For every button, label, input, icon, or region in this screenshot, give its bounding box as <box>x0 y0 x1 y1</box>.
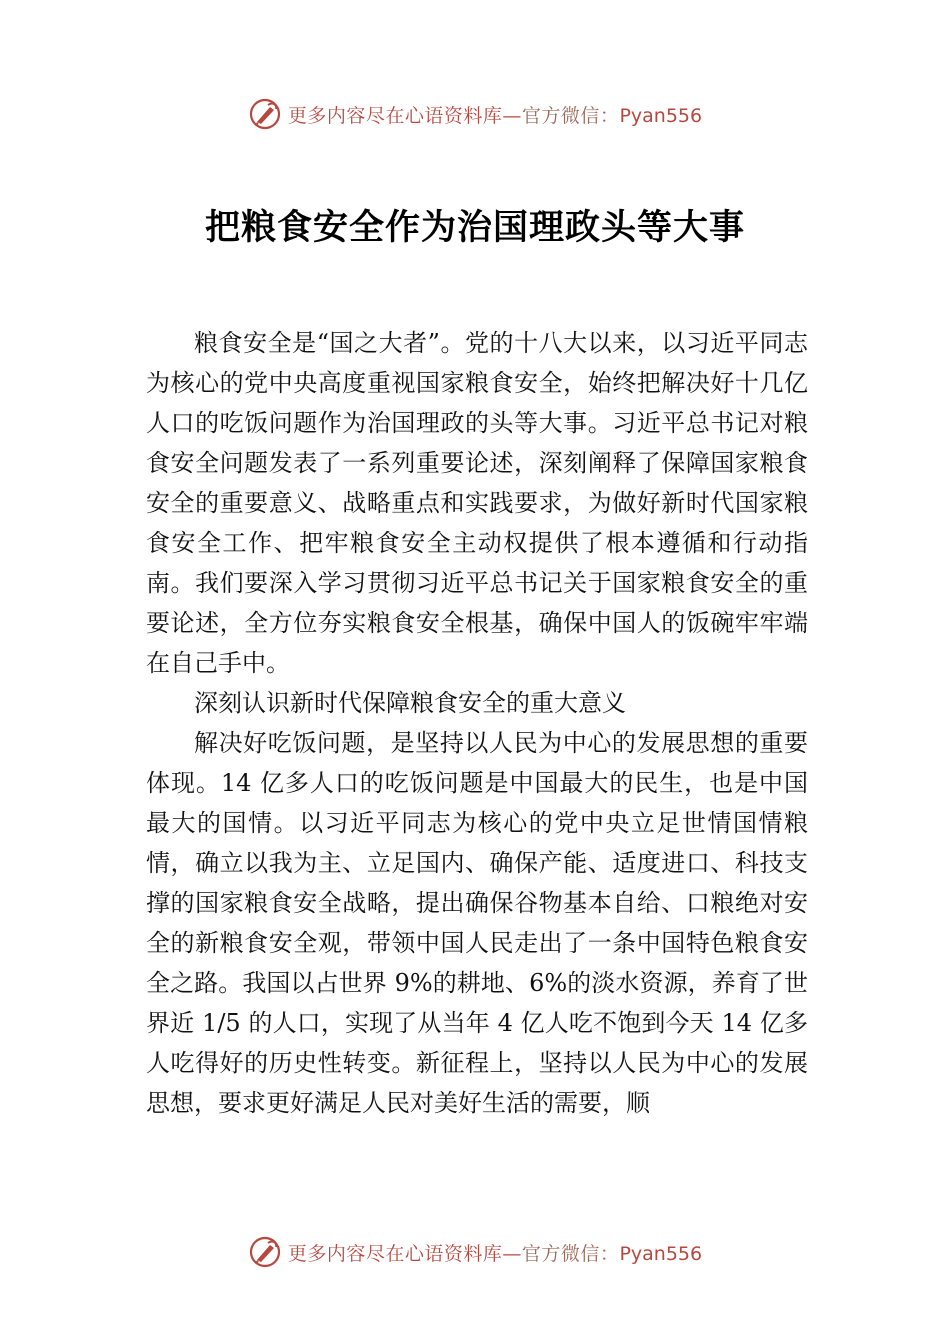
header-banner-text <box>288 101 702 128</box>
section-heading: 深刻认识新时代保障粮食安全的重大意义 <box>194 689 626 717</box>
footer-banner-text <box>288 1239 702 1266</box>
header-banner-wechat-label: 官方微信： <box>521 104 620 127</box>
paragraph-body: 解决好吃饭问题，是坚持以人民为中心的发展思想的重要体现。14 亿多人口的吃饭问题是中国最大的民生，也是中国最大的国情。以习近平同志为核心的党中央立足世情国情粮情，确立以我为主、立足国内、确保产能、适度进口、科技支撑的国家粮食安全战略，提出确保谷物基本自给、口粮绝对安全的新粮食安全观，带领中国人民走出了一条中国特色粮食安全之路。我国以占世界 9%的耕地、6%的淡水资源，养育了世界近 1/5 的人口，实现了从当年 4 亿人吃不饱到今天 14 亿多人吃得好的历史性转变。新征程上，坚持以人民为中心的发展思想，要求更好满足人民对美好生活的需要，顺 <box>146 729 808 1117</box>
footer-banner <box>0 1232 950 1272</box>
document-title: 把粮食安全作为治国理政头等大事 <box>204 207 745 248</box>
footer-banner-dash: — <box>502 1242 522 1265</box>
header-banner <box>0 94 950 134</box>
footer-banner-wechat-label: 官方微信： <box>521 1242 620 1265</box>
footer-banner-handle: Pyan556 <box>619 1242 703 1265</box>
paragraph-intro: 粮食安全是“国之大者”。党的十八大以来，以习近平同志为核心的党中央高度重视国家粮食安全，始终把解决好十几亿人口的吃饭问题作为治国理政的头等大事。习近平总书记对粮食安全问题发表了一系列重要论述，深刻阐释了保障国家粮食安全的重要意义、战略重点和实践要求，为做好新时代国家粮食安全工作、把牢粮食安全主动权提供了根本遵循和行动指南。我们要深入学习贯彻习近平总书记关于国家粮食安全的重要论述，全方位夯实粮食安全根基，确保中国人的饭碗牢牢端在自己手中。 <box>146 329 808 677</box>
header-banner-handle: Pyan556 <box>619 104 703 127</box>
pen-logo-icon <box>248 97 282 131</box>
header-banner-dash: — <box>502 104 522 127</box>
pen-logo-icon <box>248 1235 282 1269</box>
footer-banner-slogan: 更多内容尽在心语资料库 <box>287 1242 503 1265</box>
document-body <box>146 323 808 1123</box>
header-banner-slogan: 更多内容尽在心语资料库 <box>287 104 503 127</box>
